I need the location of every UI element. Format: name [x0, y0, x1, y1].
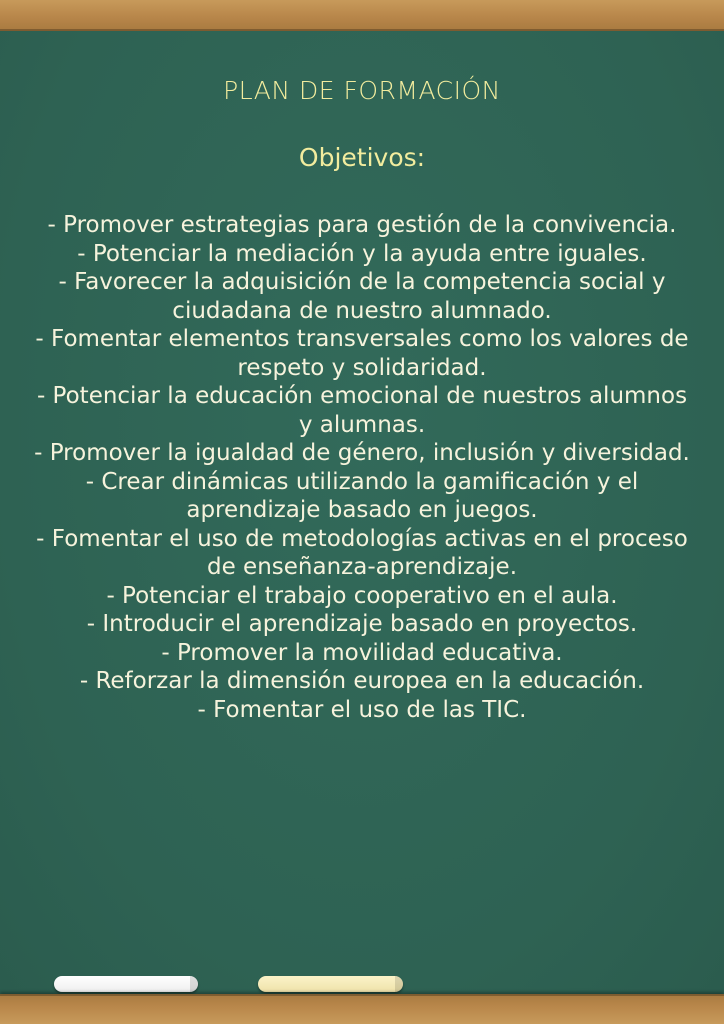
objective-item: - Promover estrategias para gestión de la convivencia.: [47, 212, 677, 238]
objective-item: - Promover la igualdad de género, inclusión y diversidad.: [34, 440, 690, 466]
objective-item: - Fomentar el uso de las TIC.: [197, 696, 527, 723]
page-title: PLAN DE FORMACIÓN: [223, 76, 501, 105]
chalkboard-top-frame: [0, 0, 724, 31]
objective-item: - Potenciar el trabajo cooperativo en el aula.: [106, 582, 618, 609]
objective-item: - Fomentar elementos transversales como los valores de respeto y solidaridad.: [35, 326, 689, 381]
section-heading-objectives: Objetivos:: [298, 143, 426, 172]
objective-item: - Introducir el aprendizaje basado en proyectos.: [86, 611, 638, 637]
objective-item: - Reforzar la dimensión europea en la educación.: [79, 668, 645, 694]
objective-item: - Promover la movilidad educativa.: [161, 639, 563, 666]
objective-item: - Fomentar el uso de metodologías activas en el proceso de enseñanza-aprendizaje.: [36, 525, 688, 580]
yellow-chalk-stick: [258, 976, 403, 992]
chalkboard: [0, 31, 724, 994]
objective-item: - Favorecer la adquisición de la competencia social y ciudadana de nuestro alumnado.: [58, 269, 666, 324]
objective-item: - Potenciar la educación emocional de nuestros alumnos y alumnas.: [36, 383, 688, 438]
chalkboard-bottom-frame: [0, 994, 724, 1024]
objective-item: - Crear dinámicas utilizando la gamificación y el aprendizaje basado en juegos.: [85, 468, 639, 523]
plan-content: [20, 71, 704, 724]
objectives-list: [20, 211, 704, 724]
white-chalk-stick: [54, 976, 198, 992]
objective-item: - Potenciar la mediación y la ayuda entre iguales.: [77, 240, 647, 267]
